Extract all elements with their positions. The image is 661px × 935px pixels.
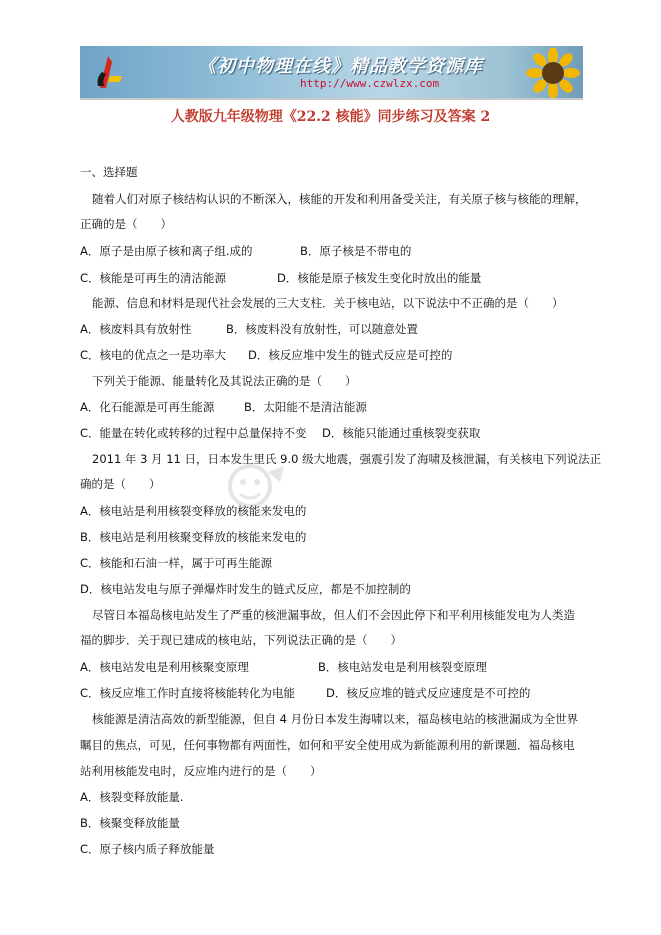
q1-option-a: A．原子是由原子核和离子组.成的 xyxy=(80,244,253,258)
question-6-stem-cont2: 站利用核能发电时，反应堆内进行的是（ ） xyxy=(80,764,322,778)
q1-option-d: D．核能是原子核发生变化时放出的能量 xyxy=(277,271,482,285)
q5-option-d: D．核反应堆的链式反应速度是不可控的 xyxy=(326,686,531,700)
question-3-stem: 下列关于能源、能量转化及其说法正确的是（ ） xyxy=(92,374,357,388)
section-heading: 一、选择题 xyxy=(80,165,138,179)
question-6-stem-cont: 瞩目的焦点，可见，任何事物都有两面性，如何和平安全使用成为新能源利用的新课题．福岛核电 xyxy=(80,738,575,752)
header-banner xyxy=(80,46,583,98)
q3-option-c: C．能量在转化或转移的过程中总量保持不变 xyxy=(80,426,307,440)
q4-option-c: C．核能和石油一样，属于可再生能源 xyxy=(80,556,273,570)
q6-option-c: C．原子核内质子释放能量 xyxy=(80,842,215,856)
watermark-icon xyxy=(220,458,290,518)
q1-option-c: C．核能是可再生的清洁能源 xyxy=(80,271,227,285)
question-4-stem-cont: 确的是（ ） xyxy=(80,477,161,491)
q4-option-b: B．核电站是利用核聚变释放的核能来发电的 xyxy=(80,530,307,544)
question-1-stem-cont: 正确的是（ ） xyxy=(80,217,172,231)
banner-url: http://www.czwlzx.com xyxy=(300,77,440,90)
q5-option-c: C．核反应堆工作时直接将核能转化为电能 xyxy=(80,686,296,700)
q5-option-a: A．核电站发电是利用核聚变原理 xyxy=(80,660,249,674)
header-divider xyxy=(80,98,583,100)
q5-option-b: B．核电站发电是利用核裂变原理 xyxy=(318,660,487,674)
q2-option-c: C．核电的优点之一是功率大 xyxy=(80,348,227,362)
q6-option-a: A．核裂变释放能量. xyxy=(80,790,184,804)
q3-option-a: A．化石能源是可再生能源 xyxy=(80,400,215,414)
sunflower-icon xyxy=(525,48,581,98)
question-1-stem: 随着人们对原子核结构认识的不断深入，核能的开发和利用备受关注，有关原子核与核能的理解， xyxy=(92,192,587,206)
q2-option-d: D．核反应堆中发生的链式反应是可控的 xyxy=(248,348,453,362)
q4-option-a: A．核电站是利用核裂变释放的核能来发电的 xyxy=(80,504,307,518)
q3-option-b: B．太阳能不是清洁能源 xyxy=(244,400,367,414)
question-4-stem: 2011 年 3 月 11 日，日本发生里氏 9.0 级大地震，强震引发了海啸及核泄漏，有关核电下列说法正 xyxy=(92,452,602,466)
question-6-stem: 核能源是清洁高效的新型能源，但自 4 月份日本发生海啸以来，福岛核电站的核泄漏成为全世界 xyxy=(92,712,579,726)
document-title: 人教版九年级物理《22.2 核能》同步练习及答案 2 xyxy=(170,109,491,125)
q2-option-b: B．核废料没有放射性，可以随意处置 xyxy=(226,322,418,336)
question-5-stem: 尽管日本福岛核电站发生了严重的核泄漏事故，但人们不会因此停下和平利用核能发电为人类造 xyxy=(92,608,575,622)
site-logo-icon xyxy=(88,52,128,92)
q3-option-d: D．核能只能通过重核裂变获取 xyxy=(322,426,481,440)
question-2-stem: 能源、信息和材料是现代社会发展的三大支柱．关于核电站，以下说法中不正确的是（ ） xyxy=(92,296,564,310)
q4-option-d: D．核电站发电与原子弹爆炸时发生的链式反应，都是不加控制的 xyxy=(80,582,411,596)
q1-option-b: B．原子核是不带电的 xyxy=(300,244,412,258)
question-5-stem-cont: 福的脚步．关于现已建成的核电站，下列说法正确的是（ ） xyxy=(80,633,402,647)
q2-option-a: A．核废料具有放射性 xyxy=(80,322,192,336)
banner-title: 《初中物理在线》精品教学资源库 xyxy=(198,56,483,77)
q6-option-b: B．核聚变释放能量 xyxy=(80,816,180,830)
